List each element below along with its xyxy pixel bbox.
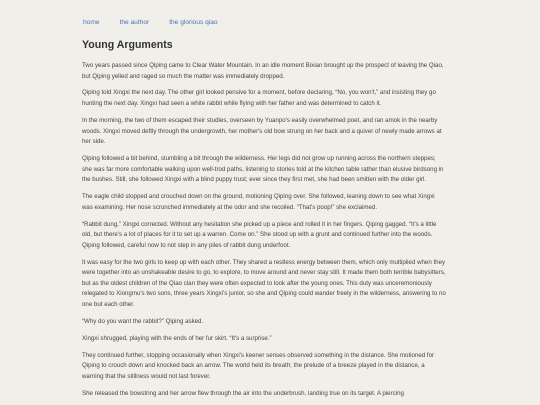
paragraph: Two years passed since Qiping came to Clear Water Mountain. In an idle moment Bixian brought up the prospect of leaving the Qiao, but Qiping yelled and raged so much the matter was immediately dropped.	[82, 62, 444, 80]
nav-link-the-glorious-qiao[interactable]: the glorious qiao	[169, 19, 218, 26]
nav-link-home[interactable]: home	[83, 19, 100, 26]
paragraph: It was easy for the two girls to keep up with each other. They shared a restless energy between them, which only multiplied when they were together into an unshakeable desire to go, to explore, to move around and never stay still. It made them both terrible babysitters, but as the oldest children of the Qiao clan they were often expected to look after the young ones. This duty was unceremoniously relegated to Xiongmu's two sons, three years Xingxi's junior, so she and Qiping could wander freely in the wilderness, answering to no one but each other.	[82, 258, 446, 309]
paragraph: They continued further, stopping occasionally when Xingxi's keener senses observed something in the distance. She motioned for Qiping to crouch down and knocked back an arrow. The world held its breath; the prelude of a breeze played in the distance, a warning that the stillness would not last forever.	[82, 351, 435, 380]
paragraph: In the morning, the two of them escaped their studies, overseen by Yuanpo's easily overwhelmed poet, and ran amok in the nearby woods. Xingxi moved deftly through the undergrowth, her mother's old bow strung on her back and a quiver of newly made arrows at her side.	[82, 116, 442, 146]
paragraph: She released the bowstring and her arrow flew through the air into the underbrush, landing true on its target. A piercing	[82, 389, 404, 397]
paragraph: Qiping followed a bit behind, stumbling a bit through the wilderness. Her legs did not grow up running across the northern steppes; she was far more comfortable walking upon well-trod paths, listening to stories told at the kitchen table rather than elusive birdsong in the bushes. Still, she followed Xingxi with a blind puppy trust; ever since they first met, she had been smitten with the older girl.	[82, 155, 444, 184]
paragraph: “Why do you want the rabbit?” Qiping asked.	[82, 317, 204, 325]
page-title: Young Arguments	[82, 39, 173, 51]
nav-link-the-author[interactable]: the author	[119, 19, 150, 26]
top-nav	[83, 19, 238, 26]
article-body	[82, 61, 446, 405]
paragraph: Qiping told Xingxi the next day. The other girl looked pensive for a moment, before declaring, “No, you won't,” and insisting they go hunting the next day. Xingxi had seen a white rabbit while flying with her father and was determined to catch it.	[82, 89, 436, 108]
paragraph: “Rabbit dung,” Xingxi corrected. Without any hesitation she picked up a piece and rolled it in her fingers. Qiping gagged. “It's a little old, but there's a lot of places for it to set up a warren. Come on.” She stood up with a grunt and continued further into the woods. Qiping followed, careful now to not step in any piles of rabbit dung underfoot.	[82, 220, 437, 249]
paragraph: The eagle child stopped and crouched down on the ground, motioning Qiping over. She followed, leaning down to see what Xingxi was examining. Her nose scrunched immediately at the odor and she recoiled. “That's poop!” she exclaimed.	[82, 193, 435, 211]
paragraph: Xingxi shrugged, playing with the ends of her fur skirt. “It's a surprise.”	[82, 334, 272, 342]
